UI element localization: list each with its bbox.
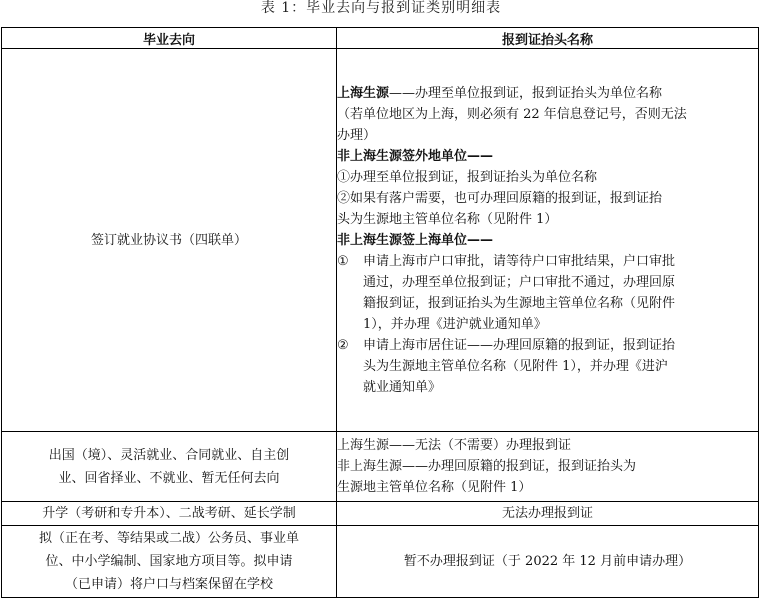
non-shanghai-outside-item-2b: 头为生源地主管单位名称（见附件 1） xyxy=(337,211,558,227)
non-shanghai-shanghai-item-1 xyxy=(337,251,758,335)
civil-service-line-1: 拟（正在考、等结果或二战）公务员、事业单 xyxy=(38,531,299,546)
cell-further-study: 升学（考研和专升本）、二战考研、延长学制 xyxy=(2,502,337,526)
cell-employment-agreement: 签订就业协议书（四联单） xyxy=(2,49,337,432)
non-shanghai-shanghai-item-2 xyxy=(337,335,758,398)
other-rule-line-3: 生源地主管单位名称（见附件 1） xyxy=(337,480,532,495)
item-1-line-2: 通过，办理至单位报到证；户口审批不通过，办理回原 xyxy=(363,274,676,290)
table-row xyxy=(2,526,759,598)
shanghai-origin-line xyxy=(337,83,758,104)
shanghai-origin-note-1: （若单位地区为上海，则必须有 22 年信息登记号，否则无法 xyxy=(337,106,687,122)
item-2-number: ② xyxy=(337,337,349,353)
cell-employment-agreement-rules xyxy=(337,49,759,432)
destination-table xyxy=(1,27,759,598)
table-row xyxy=(2,432,759,502)
shanghai-origin-label: 上海生源 xyxy=(337,85,390,101)
table-caption: 表 1：毕业去向与报到证类别明细表 xyxy=(260,0,502,16)
cell-other-destinations xyxy=(2,432,337,502)
header-certificate-title: 报到证抬头名称 xyxy=(337,28,759,49)
item-1-line-3: 籍报到证，报到证抬头为生源地主管单位名称（见附件 xyxy=(363,295,676,311)
non-shanghai-outside-item-1: ①办理至单位报到证，报到证抬头为单位名称 xyxy=(337,169,598,185)
non-shanghai-shanghai-title: 非上海生源签上海单位—— xyxy=(337,232,494,248)
other-destinations-line-2: 业、回省择业、不就业、暂无任何去向 xyxy=(58,470,280,486)
non-shanghai-outside-item-2a: ②如果有落户需要，也可办理回原籍的报到证，报到证抬 xyxy=(337,190,663,206)
item-1-number: ① xyxy=(337,253,349,269)
table-header-row xyxy=(2,28,759,49)
table-row xyxy=(2,49,759,432)
non-shanghai-outside-title: 非上海生源签外地单位—— xyxy=(337,148,494,164)
civil-service-line-2: 位、中小学编制、国家地方项目等。拟申请 xyxy=(45,554,293,569)
cell-civil-service xyxy=(2,526,337,598)
shanghai-origin-note-2: 办理） xyxy=(337,127,377,143)
item-2-line-2: 头为生源地主管单位名称（见附件 1），并办理《进沪 xyxy=(363,358,668,374)
shanghai-origin-text: ——办理至单位报到证，报到证抬头为单位名称 xyxy=(389,85,663,101)
cell-civil-service-rule: 暂不办理报到证（于 2022 年 12 月前申请办理） xyxy=(337,526,759,598)
other-rule-line-2: 非上海生源——办理回原籍的报到证，报到证抬头为 xyxy=(337,459,637,474)
item-1-line-4: 1），并办理《进沪就业通知单》 xyxy=(363,316,547,332)
cell-further-study-rule: 无法办理报到证 xyxy=(337,502,759,526)
header-destination: 毕业去向 xyxy=(2,28,337,49)
civil-service-line-3: （已申请）将户口与档案保留在学校 xyxy=(64,577,273,592)
item-1-line-1: 申请上海市户口审批，请等待户口审批结果，户口审批 xyxy=(363,253,676,269)
other-rule-line-1: 上海生源——无法（不需要）办理报到证 xyxy=(337,438,572,453)
table-row xyxy=(2,502,759,526)
other-destinations-line-1: 出国（境）、灵活就业、合同就业、自主创 xyxy=(48,447,290,463)
cell-other-destinations-rules xyxy=(337,432,759,502)
item-2-line-1: 申请上海市居住证——办理回原籍的报到证，报到证抬 xyxy=(363,337,676,353)
item-2-line-3: 就业通知单》 xyxy=(363,379,442,395)
